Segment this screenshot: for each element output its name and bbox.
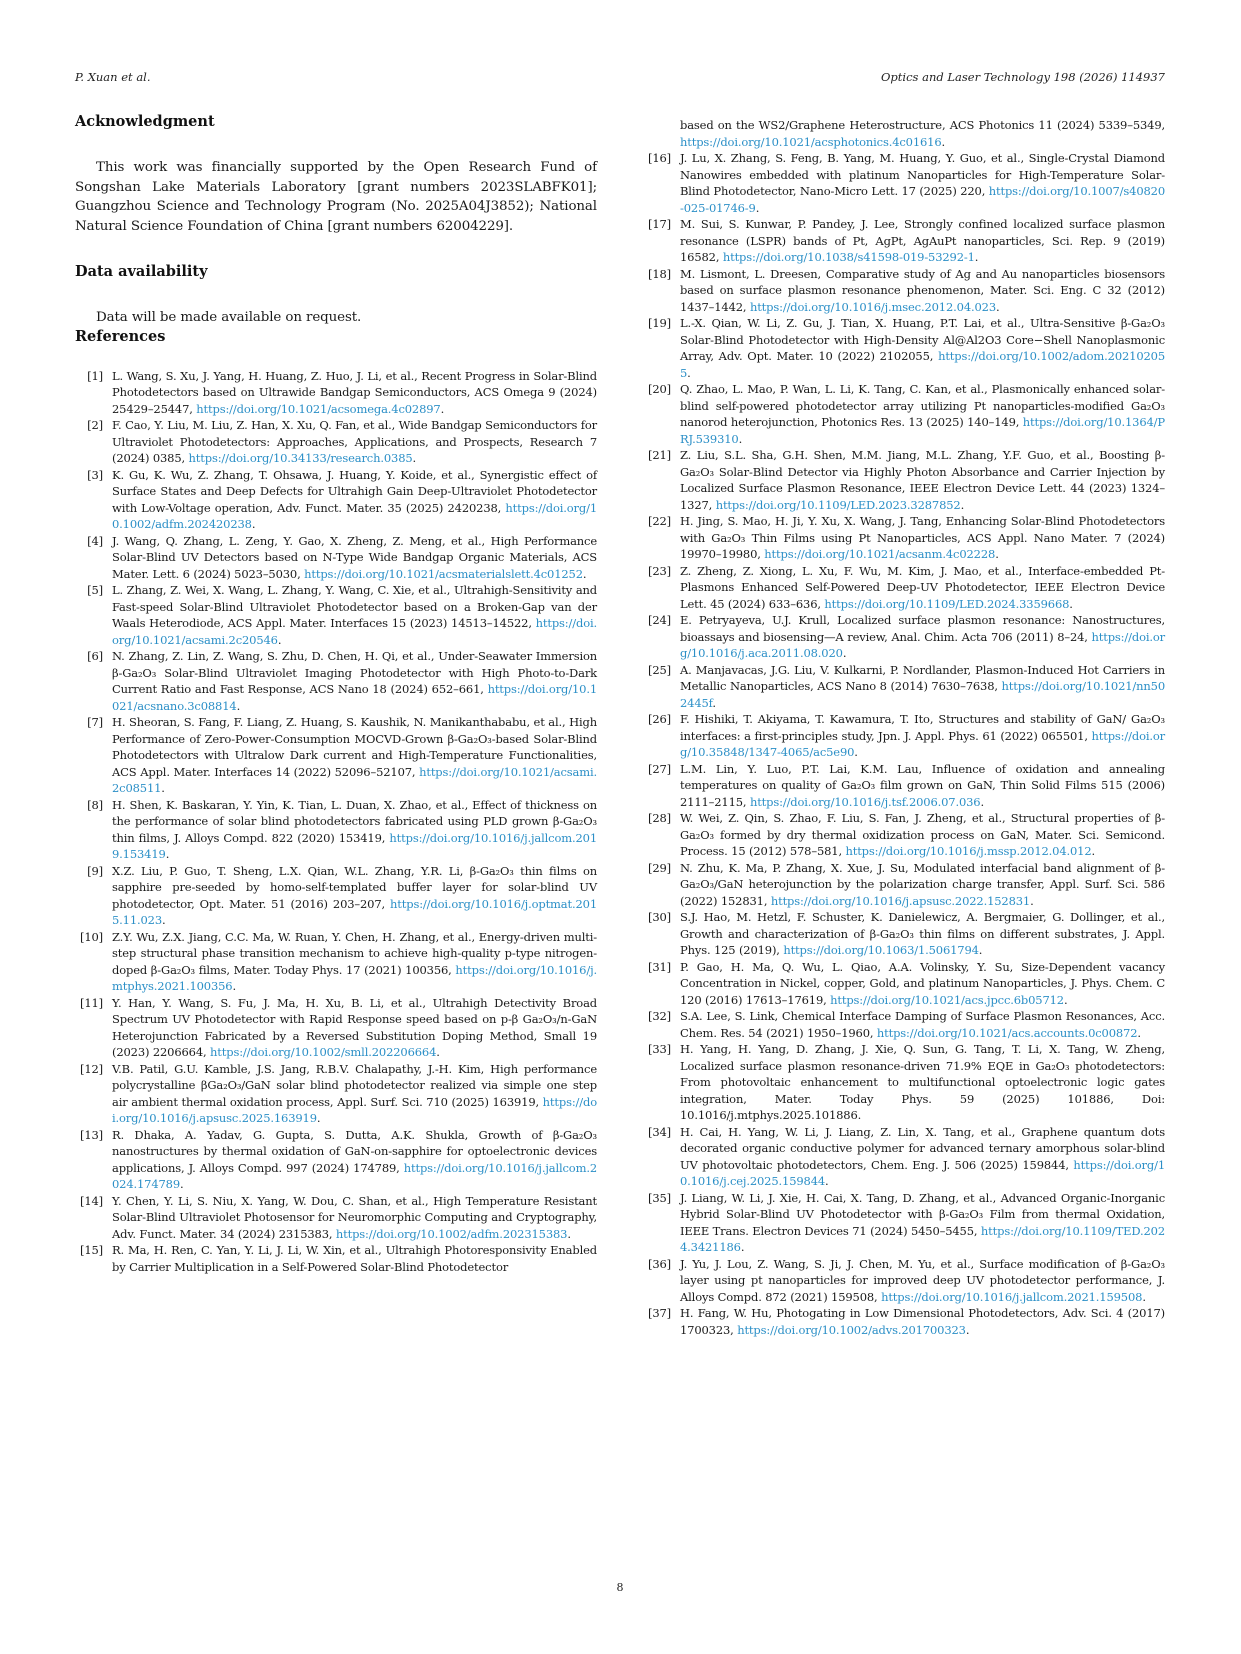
doi-link[interactable]: https://doi.org/10.1021/acs.accounts.0c00872 bbox=[876, 1025, 1138, 1040]
reference-text: . bbox=[842, 646, 847, 660]
reference-number: [20] bbox=[647, 382, 671, 396]
reference-item bbox=[643, 612, 1165, 662]
reference-number: [13] bbox=[79, 1127, 103, 1142]
reference-text: K. Gu, K. Wu, Z. Zhang, T. Ohsawa, J. Huang, Y. Koide, et al., Synergistic effect of Surface States and Deep Defects for Ultrahigh Gain Deep-Ultraviolet Photodetector with Low-Voltage operation, Adv. Funct. Mater. 35 (2025) 2420238, bbox=[112, 467, 597, 515]
doi-link[interactable]: https://doi.org/10.1021/acsami.2c08511 bbox=[112, 764, 597, 795]
reference-item bbox=[643, 1124, 1165, 1190]
reference-item bbox=[643, 381, 1165, 447]
reference-text: . bbox=[236, 698, 241, 713]
doi-link[interactable]: https://doi.org/10.1109/LED.2024.3359668 bbox=[824, 596, 1070, 611]
doi-link[interactable]: https://doi.org/10.1002/adfm.202420238 bbox=[112, 500, 597, 531]
reference-text: J. Yu, J. Lou, Z. Wang, S. Ji, J. Chen, M. Yu, et al., Surface modification of β-Ga₂O₃ layer using pt nanoparticles for improved deep UV photodetector performance, J. Alloys Compd. 872 (2021) 159508, bbox=[680, 1256, 1165, 1304]
reference-number: [24] bbox=[647, 613, 671, 627]
reference-number: [25] bbox=[647, 662, 671, 677]
doi-link[interactable]: https://doi.org/10.1002/adom.202102055 bbox=[680, 349, 1165, 380]
doi-link[interactable]: https://doi.org/10.1002/adfm.202315383 bbox=[335, 1226, 568, 1241]
reference-text: H. Sheoran, S. Fang, F. Liang, Z. Huang, S. Kaushik, N. Manikanthababu, et al., High Performance of Zero-Power-Consumption MOCVD-Grown β-Ga₂O₃-based Solar-Blind Photodetectors with Ultralow Dark current and High-Temperature Functionalities, ACS Appl. Mater. Interfaces 14 (2022) 52096–52107, bbox=[112, 715, 597, 779]
reference-text: L. Wang, S. Xu, J. Yang, H. Huang, Z. Huo, J. Li, et al., Recent Progress in Solar-Blind Photodetectors based on Ultrawide Bandgap Semiconductors, ACS Omega 9 (2024) 25429–25447, bbox=[112, 368, 597, 416]
reference-text: L. Zhang, Z. Wei, X. Wang, L. Zhang, Y. Wang, C. Xie, et al., Ultrahigh-Sensitivity and Fast-speed Solar-Blind Ultraviolet Photodetector based on a Broken-Gap van der Waals Heterodiode, ACS Appl. Mater. Interfaces 15 (2023) 14513–14522, bbox=[112, 583, 597, 630]
reference-text: L.-X. Qian, W. Li, Z. Gu, J. Tian, X. Huang, P.T. Lai, et al., Ultra-Sensitive β-Ga₂O₃ Solar-Blind Photodetector with High-Density Al@Al2O3 Core−Shell Nanoplasmonic Array, Adv. Opt. Mater. 10 (2022) 2102055, bbox=[680, 316, 1165, 363]
reference-text: F. Cao, Y. Liu, M. Liu, Z. Han, X. Xu, Q. Fan, et al., Wide Bandgap Semiconductors for Ultraviolet Photodetectors: Approaches, Applications, and Prospects, Research 7 (2024) 0385, bbox=[112, 418, 597, 465]
reference-text: . bbox=[740, 1240, 745, 1254]
doi-link[interactable]: https://doi.org/10.1016/j.jallcom.2019.153419 bbox=[112, 830, 597, 861]
doi-link[interactable]: https://doi.org/10.1016/j.mtphys.2021.100356 bbox=[112, 962, 597, 993]
reference-text: . bbox=[567, 1226, 571, 1241]
reference-item bbox=[75, 797, 597, 863]
reference-text: . bbox=[180, 1177, 184, 1191]
reference-text: . bbox=[251, 517, 256, 531]
doi-link[interactable]: https://doi.org/10.1021/acsmaterialslett.4c01252 bbox=[304, 566, 583, 581]
reference-item bbox=[75, 995, 597, 1061]
reference-text: R. Dhaka, A. Yadav, G. Gupta, S. Dutta, A.K. Shukla, Growth of β-Ga₂O₃ nanostructures by thermal oxidation of GaN-on-sapphire for optoelectronic devices applications, J. Alloys Compd. 997 (2024) 174789, bbox=[112, 1127, 597, 1175]
page-footer bbox=[75, 1581, 1165, 1594]
reference-text: Q. Zhao, L. Mao, P. Wan, L. Li, K. Tang, C. Kan, et al., Plasmonically enhanced solar-blind self-powered photodetector array utilizing Pt nanoparticles-modified Ga₂O₃ nanorod heterojunction, Photonics Res. 13 (2025) 140–149, bbox=[680, 382, 1165, 429]
doi-link[interactable]: https://doi.org/10.1007/s40820-025-01746-9 bbox=[680, 184, 1165, 215]
reference-text: S.J. Hao, M. Hetzl, F. Schuster, K. Danielewicz, A. Bergmaier, G. Dollinger, et al., Growth and characterization of β-Ga₂O₃ thin films on different substrates, J. Appl. Phys. 125 (2019), bbox=[680, 910, 1165, 957]
doi-link[interactable]: https://doi.org/10.1016/j.aca.2011.08.020 bbox=[680, 629, 1165, 660]
reference-number: [11] bbox=[79, 995, 103, 1010]
reference-number: [21] bbox=[647, 448, 671, 462]
reference-text: N. Zhang, Z. Lin, Z. Wang, S. Zhu, D. Chen, H. Qi, et al., Under-Seawater Immersion β-Ga₂O₃ Solar-Blind Ultraviolet Imaging Photodetector with High Photo-to-Dark Current Ratio and Fast Response, ACS Nano 18 (2024) 652–661, bbox=[112, 649, 597, 696]
reference-text: . bbox=[1137, 1025, 1141, 1040]
doi-link[interactable]: https://doi.org/10.1109/TED.2024.3421186 bbox=[680, 1223, 1165, 1254]
data-availability-text: Data will be made available on request. bbox=[96, 310, 362, 325]
reference-item bbox=[75, 582, 597, 648]
doi-link[interactable]: https://doi.org/10.1063/1.5061794 bbox=[783, 943, 979, 957]
reference-text: Z. Zheng, Z. Xiong, L. Xu, F. Wu, M. Kim, J. Mao, et al., Interface-embedded Pt-Plasmons Enhanced Self-Powered Deep-UV Photodetector, IEEE Electron Device Lett. 45 (2024) 633–636, bbox=[680, 563, 1165, 611]
reference-text: . bbox=[412, 451, 417, 465]
reference-number: [3] bbox=[87, 467, 103, 482]
reference-item bbox=[643, 810, 1165, 860]
reference-number: [15] bbox=[79, 1243, 103, 1257]
reference-number: [30] bbox=[647, 910, 671, 924]
reference-text: A. Manjavacas, J.G. Liu, V. Kulkarni, P. Nordlander, Plasmon-Induced Hot Carriers in Metallic Nanoparticles, ACS Nano 8 (2014) 7630–7638, bbox=[680, 662, 1165, 693]
reference-number: [5] bbox=[87, 583, 103, 597]
reference-number: [29] bbox=[647, 860, 671, 875]
reference-text: . bbox=[825, 1174, 829, 1188]
doi-link[interactable]: https://doi.org/10.1016/j.msec.2012.04.023 bbox=[749, 299, 996, 314]
reference-text: . bbox=[440, 401, 445, 416]
reference-text: based on the WS2/Graphene Heterostructure, ACS Photonics 11 (2024) 5339–5349, bbox=[680, 118, 1165, 132]
doi-link[interactable]: https://doi.org/10.1021/acsanm.4c02228 bbox=[764, 547, 996, 561]
page-number: 8 bbox=[616, 1581, 624, 1594]
reference-text: Z. Liu, S.L. Sha, G.H. Shen, M.M. Jiang, M.L. Zhang, Y.F. Guo, et al., Boosting β-Ga₂O₃ Solar-Blind Detector via Highly Photon Absorbance and Carrier Injection by Localized Surface Plasmon Resonance, IEEE Electron Device Lett. 44 (2023) 1324–1327, bbox=[680, 448, 1165, 512]
reference-text: . bbox=[165, 847, 170, 861]
reference-item bbox=[643, 266, 1165, 316]
reference-item bbox=[643, 959, 1165, 1009]
reference-text: . bbox=[995, 547, 999, 561]
reference-item bbox=[643, 1305, 1165, 1338]
reference-text: . bbox=[996, 299, 1000, 314]
reference-text: . bbox=[162, 913, 166, 927]
reference-number: [23] bbox=[647, 563, 671, 578]
reference-item bbox=[643, 447, 1165, 513]
reference-number: [12] bbox=[79, 1061, 103, 1076]
reference-number: [33] bbox=[647, 1042, 671, 1056]
reference-text: J. Liang, W. Li, J. Xie, H. Cai, X. Tang, D. Zhang, et al., Advanced Organic-Inorganic Hybrid Solar-Blind UV Photodetector with β-Ga₂O₃ Film from thermal Oxidation, IEEE Trans. Electron Devices 71 (2024) 5450–5455, bbox=[680, 1190, 1165, 1238]
reference-item bbox=[75, 533, 597, 583]
reference-item bbox=[643, 1008, 1165, 1041]
doi-link[interactable]: https://doi.org/10.1002/advs.201700323 bbox=[737, 1322, 966, 1337]
reference-number: [35] bbox=[647, 1190, 671, 1205]
left-column bbox=[75, 113, 597, 1338]
reference-item bbox=[75, 1242, 597, 1275]
doi-link[interactable]: https://doi.org/10.1016/j.optmat.2015.11.023 bbox=[112, 896, 597, 927]
reference-number: [7] bbox=[87, 715, 103, 729]
reference-item bbox=[643, 1190, 1165, 1256]
reference-number: [37] bbox=[647, 1306, 671, 1320]
reference-number: [6] bbox=[87, 649, 103, 663]
reference-text: . bbox=[1142, 1289, 1146, 1304]
reference-number: [17] bbox=[647, 217, 671, 231]
references-heading: References bbox=[75, 327, 166, 345]
reference-item bbox=[643, 150, 1165, 216]
running-header-author: P. Xuan et al. bbox=[75, 70, 151, 84]
reference-list-right bbox=[643, 117, 1165, 1338]
reference-text: E. Petryayeva, U.J. Krull, Localized surface plasmon resonance: Nanostructures, bioassays and biosensing—A review, Anal. Chim. Acta 706 (2011) 8–24, bbox=[680, 613, 1165, 644]
reference-text: . bbox=[965, 1322, 970, 1337]
doi-link[interactable]: https://doi.org/10.1016/j.mssp.2012.04.012 bbox=[845, 844, 1092, 858]
doi-link[interactable]: https://doi.org/10.1021/acsnano.3c08814 bbox=[112, 682, 597, 713]
reference-item bbox=[643, 860, 1165, 910]
reference-number: [1] bbox=[87, 368, 103, 383]
doi-link[interactable]: https://doi.org/10.1016/j.tsf.2006.07.036 bbox=[749, 794, 981, 809]
reference-text: H. Shen, K. Baskaran, Y. Yin, K. Tian, L. Duan, X. Zhao, et al., Effect of thickness on the performance of solar blind photodetectors fabricated using PLD grown β-Ga₂O₃ thin films, J. Alloys Compd. 822 (2020) 153419, bbox=[112, 797, 597, 845]
reference-item bbox=[643, 662, 1165, 712]
reference-item bbox=[75, 417, 597, 467]
reference-number: [19] bbox=[647, 316, 671, 330]
reference-text: Y. Han, Y. Wang, S. Fu, J. Ma, H. Xu, B. Li, et al., Ultrahigh Detectivity Broad Spectrum UV Photodetector with Rapid Response speed based on p-β Ga₂O₃/n-GaN Heterojunction Fabricated by a Reversed Substitution Doping Method, Small 19 (2023) 2206664, bbox=[112, 995, 597, 1059]
reference-item bbox=[75, 467, 597, 533]
reference-text: . bbox=[738, 431, 743, 446]
reference-item bbox=[643, 117, 1165, 150]
doi-link[interactable]: https://doi.org/10.1021/acsphotonics.4c01616 bbox=[680, 134, 942, 149]
reference-item bbox=[75, 863, 597, 929]
reference-text: . bbox=[277, 632, 282, 647]
reference-number: [8] bbox=[87, 797, 103, 812]
doi-link[interactable]: https://doi.org/10.1016/j.apsusc.2022.152831 bbox=[770, 893, 1031, 908]
doi-link[interactable]: https://doi.org/10.1016/j.jallcom.2021.159508 bbox=[881, 1289, 1143, 1304]
reference-text: Y. Chen, Y. Li, S. Niu, X. Yang, W. Dou, C. Shan, et al., High Temperature Resistant Solar-Blind Ultraviolet Photosensor for Neuromorphic Computing and Cryptography, Adv. Funct. Mater. 34 (2024) 2315383, bbox=[112, 1193, 597, 1241]
doi-link[interactable]: https://doi.org/10.1109/LED.2023.3287852 bbox=[715, 497, 961, 512]
reference-text: . bbox=[712, 695, 716, 710]
doi-link[interactable]: https://doi.org/10.1016/j.jallcom.2024.174789 bbox=[112, 1160, 597, 1191]
reference-text: . bbox=[980, 794, 984, 809]
reference-item bbox=[643, 909, 1165, 959]
reference-text: W. Wei, Z. Qin, S. Zhao, F. Liu, S. Fan, J. Zheng, et al., Structural properties of β-Ga₂O₃ formed by dry thermal oxidization process on GaN, Mater. Sci. Semicond. Process. 15 (2012) 578–581, bbox=[680, 811, 1165, 858]
doi-link[interactable]: https://doi.org/10.1364/PRJ.539310 bbox=[680, 415, 1165, 446]
reference-text: J. Lu, X. Zhang, S. Feng, B. Yang, M. Huang, Y. Guo, et al., Single-Crystal Diamond Nanowires embedded with platinum Nanoparticles for High-Temperature Solar-Blind Photodetector, Nano-Micro Lett. 17 (2025) 220, bbox=[680, 151, 1165, 198]
reference-text: . bbox=[161, 781, 165, 795]
reference-number: [9] bbox=[87, 863, 103, 878]
reference-item bbox=[75, 1061, 597, 1127]
reference-number: [27] bbox=[647, 761, 671, 776]
reference-item bbox=[643, 315, 1165, 381]
reference-item bbox=[75, 1193, 597, 1243]
doi-link[interactable]: https://doi.org/10.1021/acsomega.4c02897 bbox=[196, 401, 441, 416]
right-column bbox=[643, 113, 1165, 1338]
reference-text: . bbox=[1069, 596, 1073, 611]
reference-text: X.Z. Liu, P. Guo, T. Sheng, L.X. Qian, W.L. Zhang, Y.R. Li, β-Ga₂O₃ thin films on sapphire pre-seeded by homo-self-templated buffer layer for solar-blind UV photodetector, Opt. Mater. 51 (2016) 203–207, bbox=[112, 863, 597, 911]
acknowledgment-text: This work was financially supported by the Open Research Fund of Songshan Lake Materials Laboratory [grant numbers 2023SLABFK01]; Guangzhou Science and Technology Program (No. 2025A04J3852); National Natural Science Foundation of China [grant numbers 62004229]. bbox=[75, 160, 597, 234]
reference-text: M. Sui, S. Kunwar, P. Pandey, J. Lee, Strongly confined localized surface plasmon resonance (LSPR) bands of Pt, AgPt, AgAuPt nanoparticles, Sci. Rep. 9 (2019) 16582, bbox=[680, 217, 1165, 264]
reference-item bbox=[643, 761, 1165, 811]
reference-item bbox=[75, 714, 597, 797]
reference-text: . bbox=[316, 1111, 321, 1125]
reference-item bbox=[643, 1041, 1165, 1124]
reference-text: . bbox=[978, 943, 983, 957]
reference-number: [22] bbox=[647, 514, 671, 528]
running-header bbox=[75, 70, 1165, 86]
reference-item bbox=[75, 648, 597, 714]
data-availability-heading: Data availability bbox=[75, 263, 208, 280]
reference-text: . bbox=[1063, 992, 1068, 1007]
reference-text: . bbox=[582, 566, 587, 581]
acknowledgment-heading: Acknowledgment bbox=[75, 113, 215, 130]
reference-item bbox=[643, 563, 1165, 613]
reference-item bbox=[643, 513, 1165, 563]
reference-text: P. Gao, H. Ma, Q. Wu, L. Qiao, A.A. Volinsky, Y. Su, Size-Dependent vacancy Concentration in Nickel, copper, Gold, and platinum Nanoparticles, J. Phys. Chem. C 120 (2016) 17613–17619, bbox=[680, 959, 1165, 1007]
reference-number: [26] bbox=[647, 712, 671, 726]
reference-number: [34] bbox=[647, 1124, 671, 1139]
reference-number: [32] bbox=[647, 1009, 671, 1023]
reference-text: H. Fang, W. Hu, Photogating in Low Dimensional Photodetectors, Adv. Sci. 4 (2017) 1700323, bbox=[680, 1306, 1165, 1337]
reference-number: [36] bbox=[647, 1256, 671, 1271]
reference-text: . bbox=[436, 1045, 440, 1059]
doi-link[interactable]: https://doi.org/10.1038/s41598-019-53292-1 bbox=[722, 250, 975, 264]
reference-number: [28] bbox=[647, 811, 671, 825]
reference-text: . bbox=[960, 497, 965, 512]
reference-text: M. Lismont, L. Dreesen, Comparative study of Ag and Au nanoparticles biosensors based on surface plasmon resonance phenomenon, Mater. Sci. Eng. C 32 (2012) 1437–1442, bbox=[680, 266, 1165, 314]
reference-text: J. Wang, Q. Zhang, L. Zeng, Y. Gao, X. Zheng, Z. Meng, et al., High Performance Solar-Blind UV Detectors based on N-Type Wide Bandgap Organic Materials, ACS Mater. Lett. 6 (2024) 5023–5030, bbox=[112, 533, 597, 581]
two-column-body bbox=[75, 113, 1165, 1338]
doi-link[interactable]: https://doi.org/10.1002/smll.202206664 bbox=[210, 1045, 437, 1059]
reference-text: V.B. Patil, G.U. Kamble, J.S. Jang, R.B.V. Chalapathy, J.-H. Kim, High performance polycrystalline βGa₂O₃/GaN solar blind photodetector realized via simple one step air ambient thermal oxidation process, Appl. Surf. Sci. 710 (2025) 163919, bbox=[112, 1061, 597, 1109]
reference-text: H. Jing, S. Mao, H. Ji, Y. Xu, X. Wang, J. Tang, Enhancing Solar-Blind Photodetectors with Ga₂O₃ Thin Films using Pt Nanoparticles, ACS Appl. Nano Mater. 7 (2024) 19970–19980, bbox=[680, 514, 1165, 561]
doi-link[interactable]: https://doi.org/10.34133/research.0385 bbox=[188, 451, 413, 465]
reference-item bbox=[75, 368, 597, 418]
reference-text: H. Yang, H. Yang, D. Zhang, J. Xie, Q. Sun, G. Tang, T. Li, X. Tang, W. Zheng, Localized surface plasmon resonance-driven 71.9% EQE in Ga₂O₃ photodetectors: From photovoltaic enhancement to multifunctional optoelectronic logic gates integration, Mater. Today Phys. 59 (2025) 101886, Doi: 10.1016/j.mtphys.2025.101886. bbox=[680, 1042, 1165, 1122]
reference-text: . bbox=[232, 979, 236, 993]
reference-text: F. Hishiki, T. Akiyama, T. Kawamura, T. Ito, Structures and stability of GaN/ Ga₂O₃ interfaces: a first-principles study, Jpn. J. Appl. Phys. 61 (2022) 065501, bbox=[680, 712, 1165, 743]
reference-item bbox=[75, 1127, 597, 1193]
reference-item bbox=[643, 1256, 1165, 1306]
reference-number: [31] bbox=[647, 959, 671, 974]
reference-text: . bbox=[1030, 893, 1034, 908]
reference-text: H. Cai, H. Yang, W. Li, J. Liang, Z. Lin, X. Tang, et al., Graphene quantum dots decorated organic conductive polymer for advanced ternary amorphous solar-blind UV photovoltaic photodetectors, Chem. Eng. J. 506 (2025) 159844, bbox=[680, 1124, 1165, 1172]
reference-number: [14] bbox=[79, 1193, 103, 1208]
reference-text: . bbox=[755, 200, 760, 215]
doi-link[interactable]: https://doi.org/10.35848/1347-4065/ac5e90 bbox=[680, 728, 1165, 759]
reference-text: . bbox=[687, 365, 691, 380]
doi-link[interactable]: https://doi.org/10.1021/nn502445f bbox=[680, 679, 1165, 710]
reference-number: [2] bbox=[87, 418, 103, 432]
reference-text: . bbox=[941, 134, 946, 149]
reference-number: [16] bbox=[647, 151, 671, 165]
doi-link[interactable]: https://doi.org/10.1021/acs.jpcc.6b05712 bbox=[830, 992, 1064, 1007]
reference-number: [10] bbox=[79, 929, 103, 944]
running-header-journal: Optics and Laser Technology 198 (2026) 114937 bbox=[881, 70, 1165, 84]
reference-list-left bbox=[75, 368, 597, 1276]
doi-link[interactable]: https://doi.org/10.1016/j.apsusc.2025.163919 bbox=[112, 1094, 597, 1125]
reference-text: . bbox=[1091, 844, 1096, 858]
reference-text: S.A. Lee, S. Link, Chemical Interface Damping of Surface Plasmon Resonances, Acc. Chem. Res. 54 (2021) 1950–1960, bbox=[680, 1009, 1165, 1040]
reference-item bbox=[75, 929, 597, 995]
reference-text: Z.Y. Wu, Z.X. Jiang, C.C. Ma, W. Ruan, Y. Chen, H. Zhang, et al., Energy-driven multi-step structural phase transition mechanism to achieve high-quality p-type nitrogen-doped β-Ga₂O₃ films, Mater. Today Phys. 17 (2021) 100356, bbox=[112, 929, 597, 977]
reference-text: R. Ma, H. Ren, C. Yan, Y. Li, J. Li, W. Xin, et al., Ultrahigh Photoresponsivity Enabled by Carrier Multiplication in a Self-Powered Solar-Blind Photodetector bbox=[112, 1243, 597, 1274]
doi-link[interactable]: https://doi.org/10.1021/acsami.2c20546 bbox=[112, 616, 597, 647]
reference-number: [18] bbox=[647, 266, 671, 281]
reference-text: N. Zhu, K. Ma, P. Zhang, X. Xue, J. Su, Modulated interfacial band alignment of β-Ga₂O₃/GaN heterojunction by the polarization charge transfer, Appl. Surf. Sci. 586 (2022) 152831, bbox=[680, 860, 1165, 908]
reference-text: L.M. Lin, Y. Luo, P.T. Lai, K.M. Lau, Influence of oxidation and annealing temperatures on quality of Ga₂O₃ film grown on GaN, Thin Solid Films 515 (2006) 2111–2115, bbox=[680, 761, 1165, 809]
reference-text: . bbox=[974, 250, 979, 264]
reference-number: [4] bbox=[87, 533, 103, 548]
reference-item bbox=[643, 216, 1165, 266]
doi-link[interactable]: https://doi.org/10.1016/j.cej.2025.159844 bbox=[680, 1157, 1165, 1188]
reference-item bbox=[643, 711, 1165, 761]
reference-text: . bbox=[854, 745, 858, 759]
